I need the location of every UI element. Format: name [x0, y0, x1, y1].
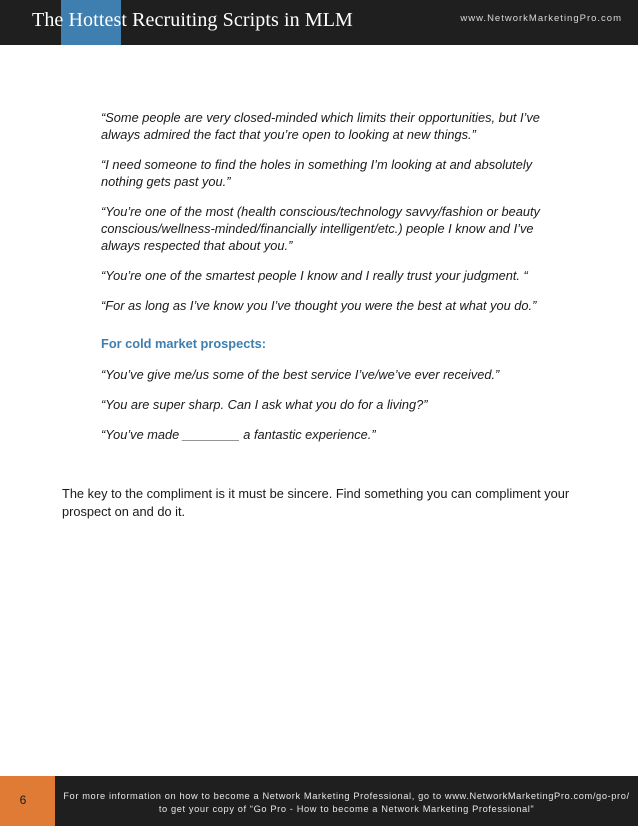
page-number-box	[0, 776, 55, 826]
cold-market-quote: “You are super sharp. Can I ask what you do for a living?”	[101, 397, 428, 412]
title-word-the: The	[32, 9, 64, 31]
quote-item: “You’re one of the most (health conscious/technology savvy/fashion or beauty conscious/wellness-minded/financially intelligent/etc.) people I know and I’ve always respected that about you.”	[101, 204, 540, 253]
page-footer	[55, 776, 638, 826]
cold-market-quote: “You’ve give me/us some of the best service I’ve/we’ve ever received.”	[101, 367, 500, 382]
quote-item: “I need someone to find the holes in something I’m looking at and absolutely nothing gets past you.”	[101, 157, 533, 189]
page-number: 6	[19, 793, 27, 807]
footer-text	[55, 790, 638, 816]
quote-item: “Some people are very closed-minded which limits their opportunities, but I’ve always admired the fact that you’re open to looking at new things.”	[101, 110, 540, 142]
compliment-quotes	[101, 109, 541, 456]
header-website-url: www.NetworkMarketingPro.com	[460, 13, 622, 24]
cold-market-heading: For cold market prospects:	[101, 336, 266, 351]
page-header	[0, 0, 638, 45]
title-word-hottest: Hottest	[68, 9, 127, 31]
footer-line-2: to get your copy of “Go Pro - How to become a Network Marketing Professional”	[158, 804, 535, 814]
quote-item: “You’re one of the smartest people I know and I really trust your judgment. “	[101, 268, 528, 283]
title-rest: Recruiting Scripts in MLM	[132, 9, 353, 31]
document-title	[32, 9, 353, 32]
cold-market-quote: “You’ve made ________ a fantastic experience.”	[101, 427, 376, 442]
footer-line-1: For more information on how to become a Network Marketing Professional, go to www.NetworkMarketingPro.com/go-pro/	[63, 791, 630, 801]
quote-item: “For as long as I’ve know you I’ve thought you were the best at what you do.”	[101, 298, 537, 313]
closing-paragraph: The key to the compliment is it must be sincere. Find something you can compliment your prospect on and do it.	[62, 486, 570, 519]
